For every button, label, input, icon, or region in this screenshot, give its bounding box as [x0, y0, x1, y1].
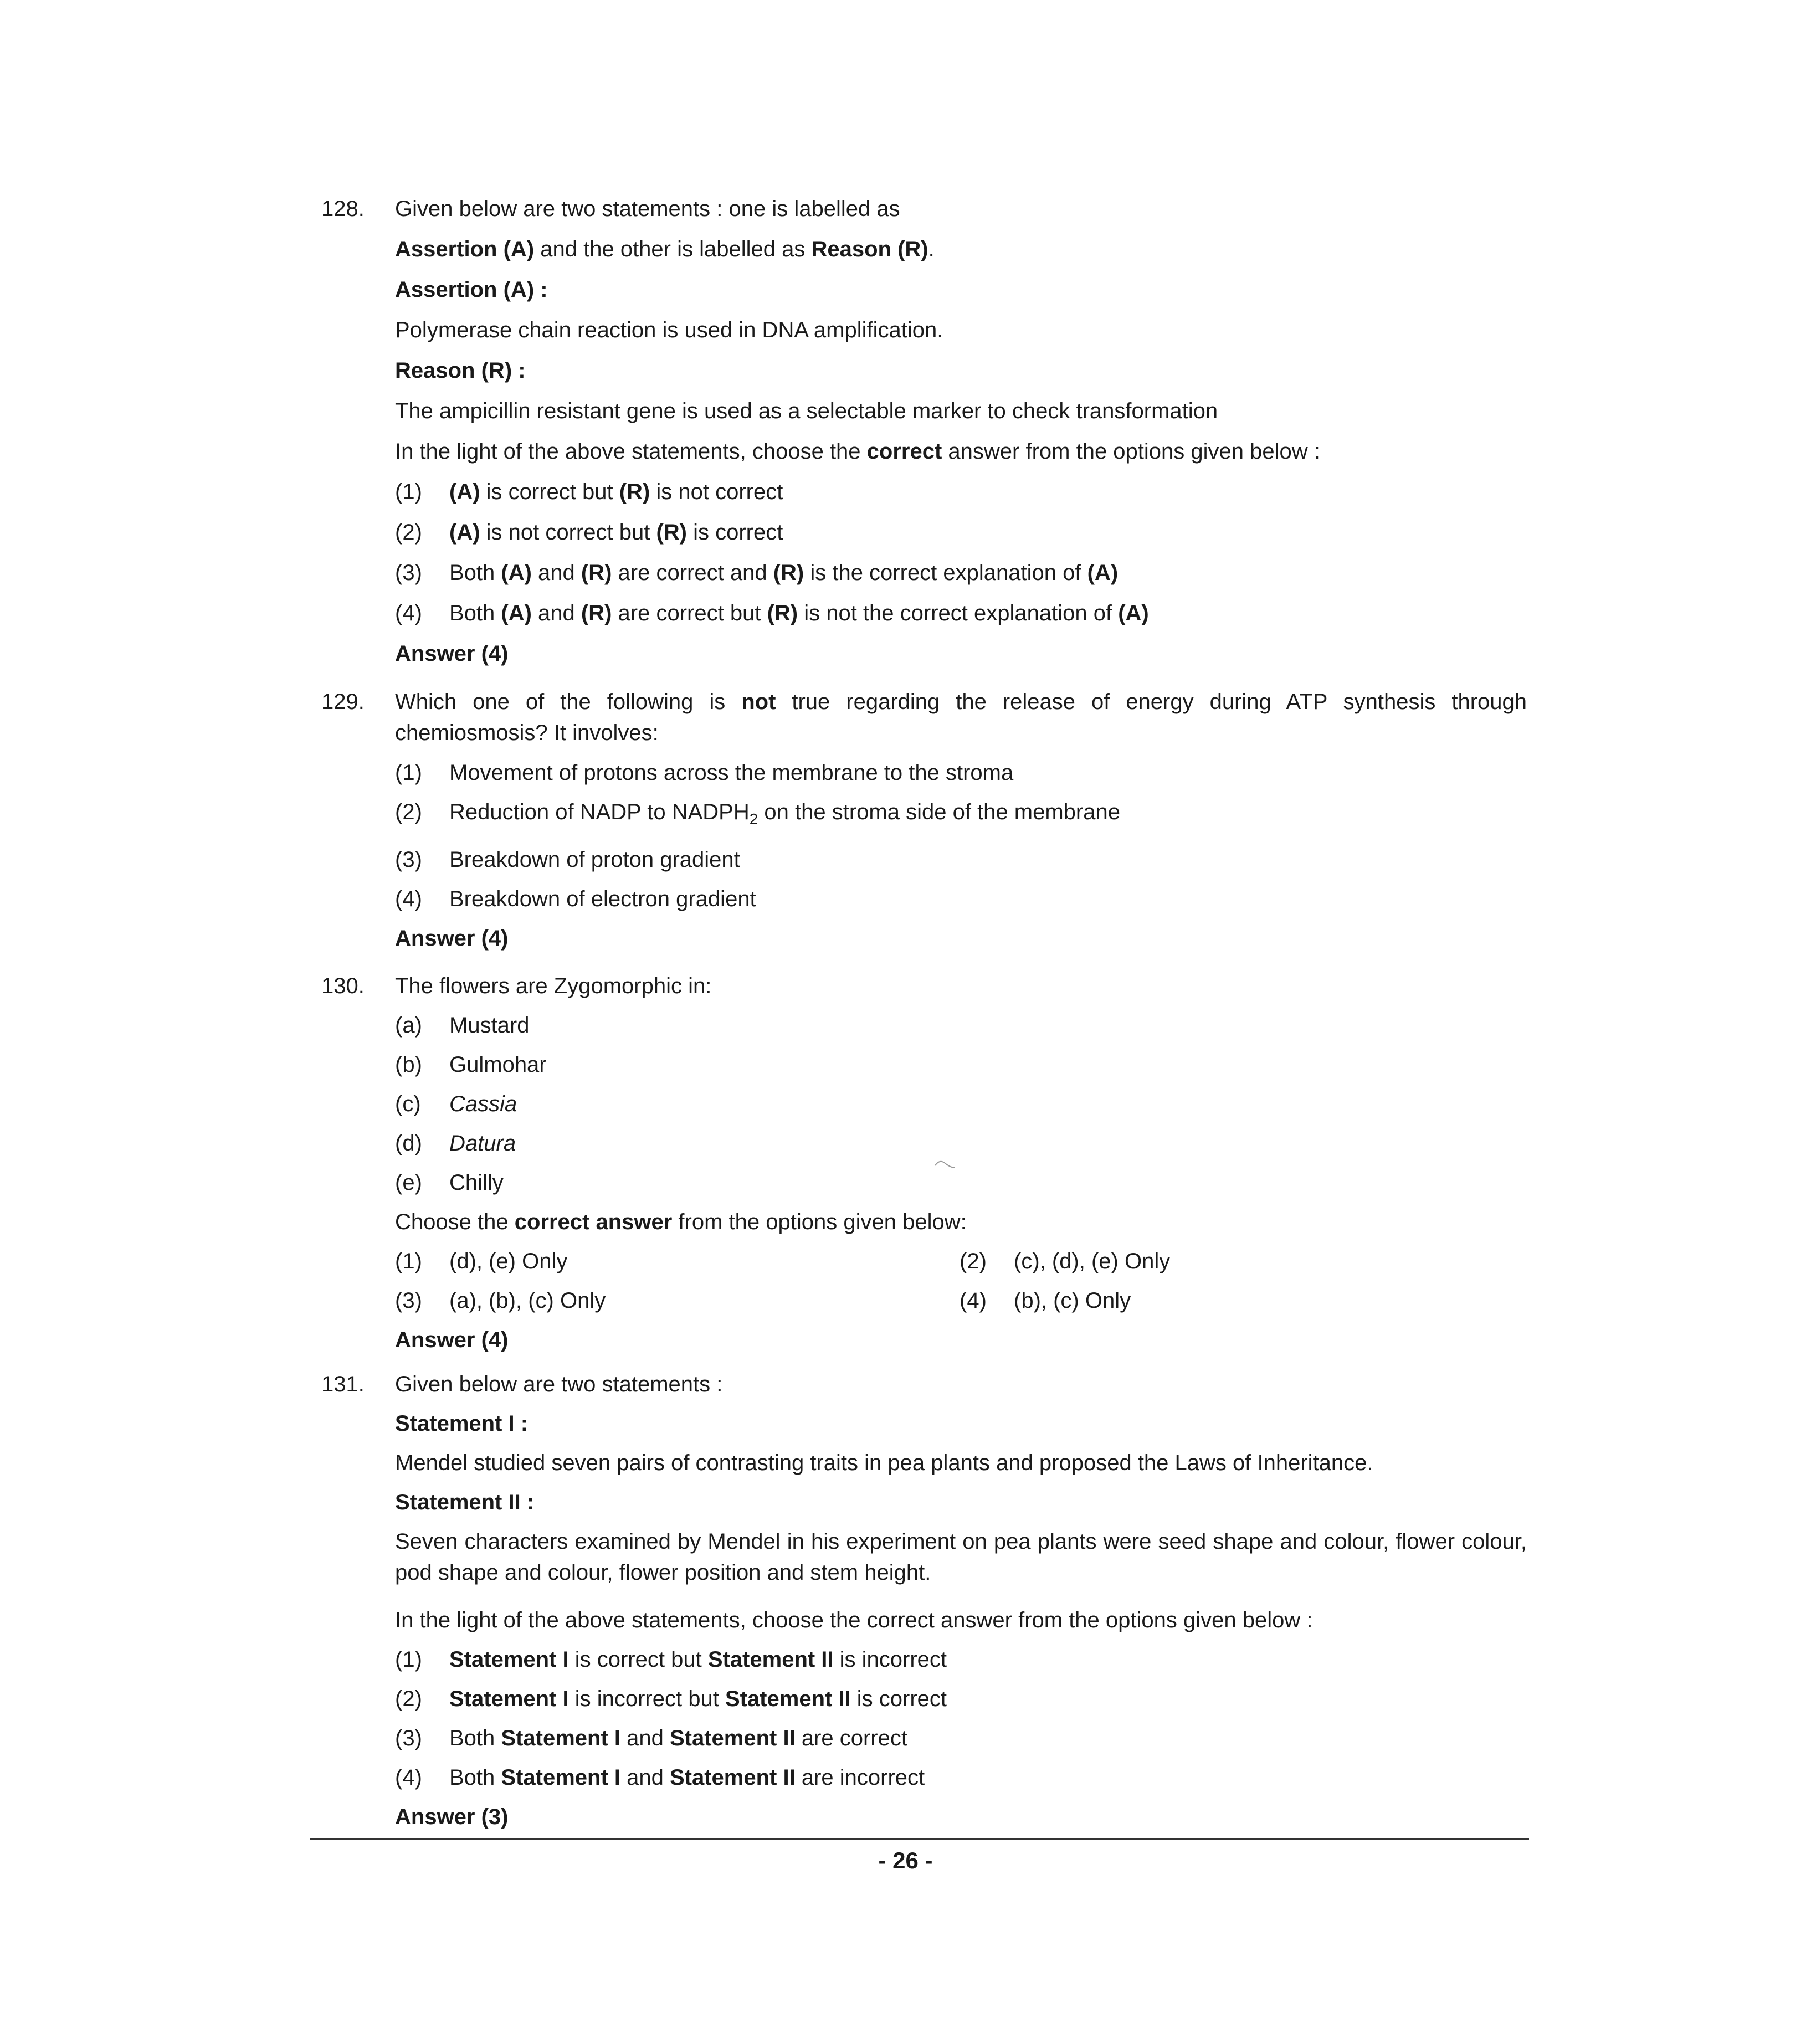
question-number: 129. — [321, 690, 365, 714]
option-2: (2) (c), (d), (e) Only — [960, 1249, 1171, 1273]
answer: Answer (4) — [395, 641, 509, 666]
answer: Answer (4) — [395, 926, 509, 951]
statement-1-label: Statement I : — [395, 1411, 529, 1436]
option-1: (1) (d), (e) Only — [395, 1249, 568, 1273]
question-intro: Given below are two statements : one is labelled as — [395, 197, 900, 221]
option-4: (4) (b), (c) Only — [960, 1288, 1131, 1313]
question-number: 130. — [321, 974, 365, 998]
instruction: Choose the correct answer from the options given below: — [395, 1210, 967, 1234]
question-stem: Given below are two statements : — [395, 1372, 723, 1396]
reason-text: The ampicillin resistant gene is used as a selectable marker to check transformation — [395, 399, 1218, 423]
item-e: (e) Chilly — [395, 1170, 504, 1195]
scan-mark — [934, 1158, 956, 1170]
option-1: (1) (A) is correct but (R) is not correct — [395, 480, 783, 504]
page-number: - 26 - — [878, 1847, 933, 1873]
question-number: 128. — [321, 197, 365, 221]
option-1: (1) Statement I is correct but Statement II is incorrect — [395, 1647, 947, 1672]
option-2: (2) Reduction of NADP to $NADPH_2$ on the stroma side of the membrane — [395, 800, 1120, 828]
option-3: (3) Both (A) and (R) are correct and (R) is the correct explanation of (A) — [395, 561, 1119, 585]
instruction: In the light of the above statements, choose the correct answer from the options given below : — [395, 439, 1320, 464]
question-stem: Which one of the following is not true regarding the release of energy during ATP synthesis through chemiosmosis? It involves: — [395, 690, 1527, 745]
option-3: (3) Both Statement I and Statement II are correct — [395, 1726, 907, 1750]
question-number: 131. — [321, 1372, 365, 1396]
option-4: (4) Both Statement I and Statement II are incorrect — [395, 1765, 925, 1790]
option-4: (4) Both (A) and (R) are correct but (R) is not the correct explanation of (A) — [395, 601, 1149, 625]
item-d: (d) Datura — [395, 1131, 516, 1155]
statement-1-text: Mendel studied seven pairs of contrasting traits in pea plants and proposed the Laws of Inheritance. — [395, 1451, 1373, 1475]
option-2: (2) (A) is not correct but (R) is correct — [395, 520, 783, 545]
footer-divider — [310, 1838, 1529, 1840]
assertion-label: Assertion (A) : — [395, 278, 548, 302]
statement-2-label: Statement II : — [395, 1490, 535, 1514]
answer: Answer (4) — [395, 1328, 509, 1352]
item-a: (a) Mustard — [395, 1013, 530, 1038]
option-4: (4) Breakdown of electron gradient — [395, 887, 756, 911]
question-intro-2: Assertion (A) and the other is labelled as Reason (R). — [395, 237, 935, 261]
option-2: (2) Statement I is incorrect but Statement II is correct — [395, 1687, 947, 1711]
item-c: (c) Cassia — [395, 1092, 517, 1116]
instruction: In the light of the above statements, choose the correct answer from the options given below : — [395, 1608, 1313, 1632]
assertion-text: Polymerase chain reaction is used in DNA amplification. — [395, 318, 943, 342]
item-b: (b) Gulmohar — [395, 1052, 547, 1077]
answer: Answer (3) — [395, 1805, 509, 1829]
statement-2-text: Seven characters examined by Mendel in his experiment on pea plants were seed shape and colour, flower colour, pod shape and colour, flower position and stem height. — [395, 1529, 1527, 1585]
option-3: (3) Breakdown of proton gradient — [395, 848, 740, 872]
option-3: (3) (a), (b), (c) Only — [395, 1288, 606, 1313]
question-stem: The flowers are Zygomorphic in: — [395, 974, 712, 998]
reason-label: Reason (R) : — [395, 358, 526, 383]
option-1: (1) Movement of protons across the membrane to the stroma — [395, 761, 1014, 785]
